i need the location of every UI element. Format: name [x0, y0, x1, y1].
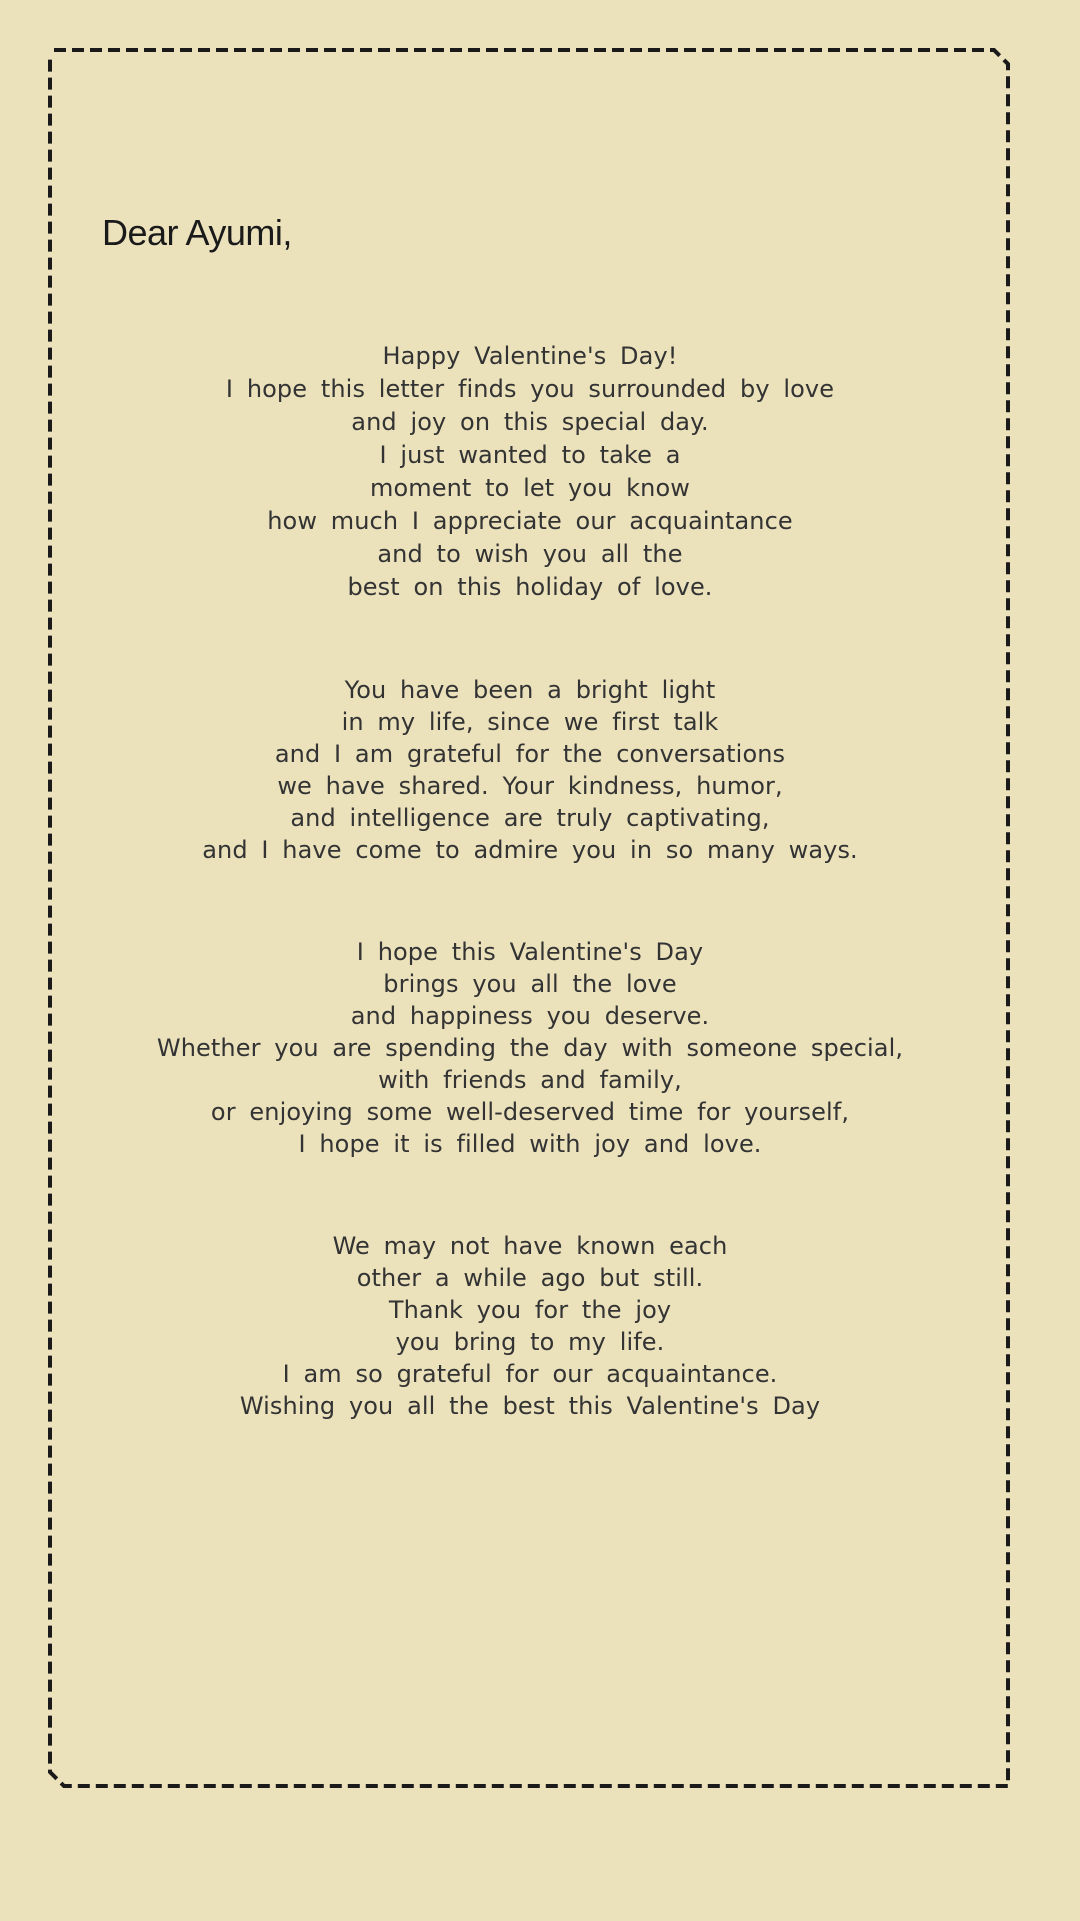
letter-line: Wishing you all the best this Valentine's Day: [239, 1392, 821, 1420]
letter-line: and intelligence are truly captivating,: [290, 804, 770, 832]
letter-line: best on this holiday of love.: [347, 573, 713, 601]
letter-greeting: Dear Ayumi,: [102, 212, 292, 253]
paragraph-3: [100, 936, 960, 1160]
letter-line: You have been a bright light: [344, 676, 716, 704]
letter-line: or enjoying some well-deserved time for yourself,: [210, 1098, 850, 1126]
letter-line: I hope this Valentine's Day: [356, 938, 704, 966]
paragraph-1: [100, 340, 960, 604]
letter-line: and to wish you all the: [377, 540, 683, 568]
letter-line: and I am grateful for the conversations: [274, 740, 786, 768]
letter-line: I hope it is filled with joy and love.: [298, 1130, 762, 1158]
letter-line: Thank you for the joy: [388, 1296, 672, 1324]
letter-line: moment to let you know: [369, 474, 690, 502]
letter-line: I hope this letter finds you surrounded by love: [225, 375, 835, 403]
letter-line: I just wanted to take a: [379, 441, 681, 469]
letter-line: We may not have known each: [332, 1232, 728, 1260]
paragraph-2: [100, 674, 960, 866]
letter-line: we have shared. Your kindness, humor,: [277, 772, 783, 800]
letter-line: you bring to my life.: [395, 1328, 665, 1356]
letter-line: other a while ago but still.: [356, 1264, 704, 1292]
letter-line: in my life, since we first talk: [341, 708, 719, 736]
letter-line: I am so grateful for our acquaintance.: [282, 1360, 778, 1388]
letter-line: Whether you are spending the day with someone special,: [156, 1034, 904, 1062]
letter-body: [100, 340, 960, 1492]
letter-line: and joy on this special day.: [351, 408, 709, 436]
letter-line: how much I appreciate our acquaintance: [267, 507, 793, 535]
letter-line: and I have come to admire you in so many ways.: [202, 836, 858, 864]
letter-line: with friends and family,: [378, 1066, 682, 1094]
letter-line: Happy Valentine's Day!: [382, 342, 678, 370]
paragraph-4: [100, 1230, 960, 1422]
letter-line: and happiness you deserve.: [350, 1002, 710, 1030]
letter-line: brings you all the love: [383, 970, 677, 998]
